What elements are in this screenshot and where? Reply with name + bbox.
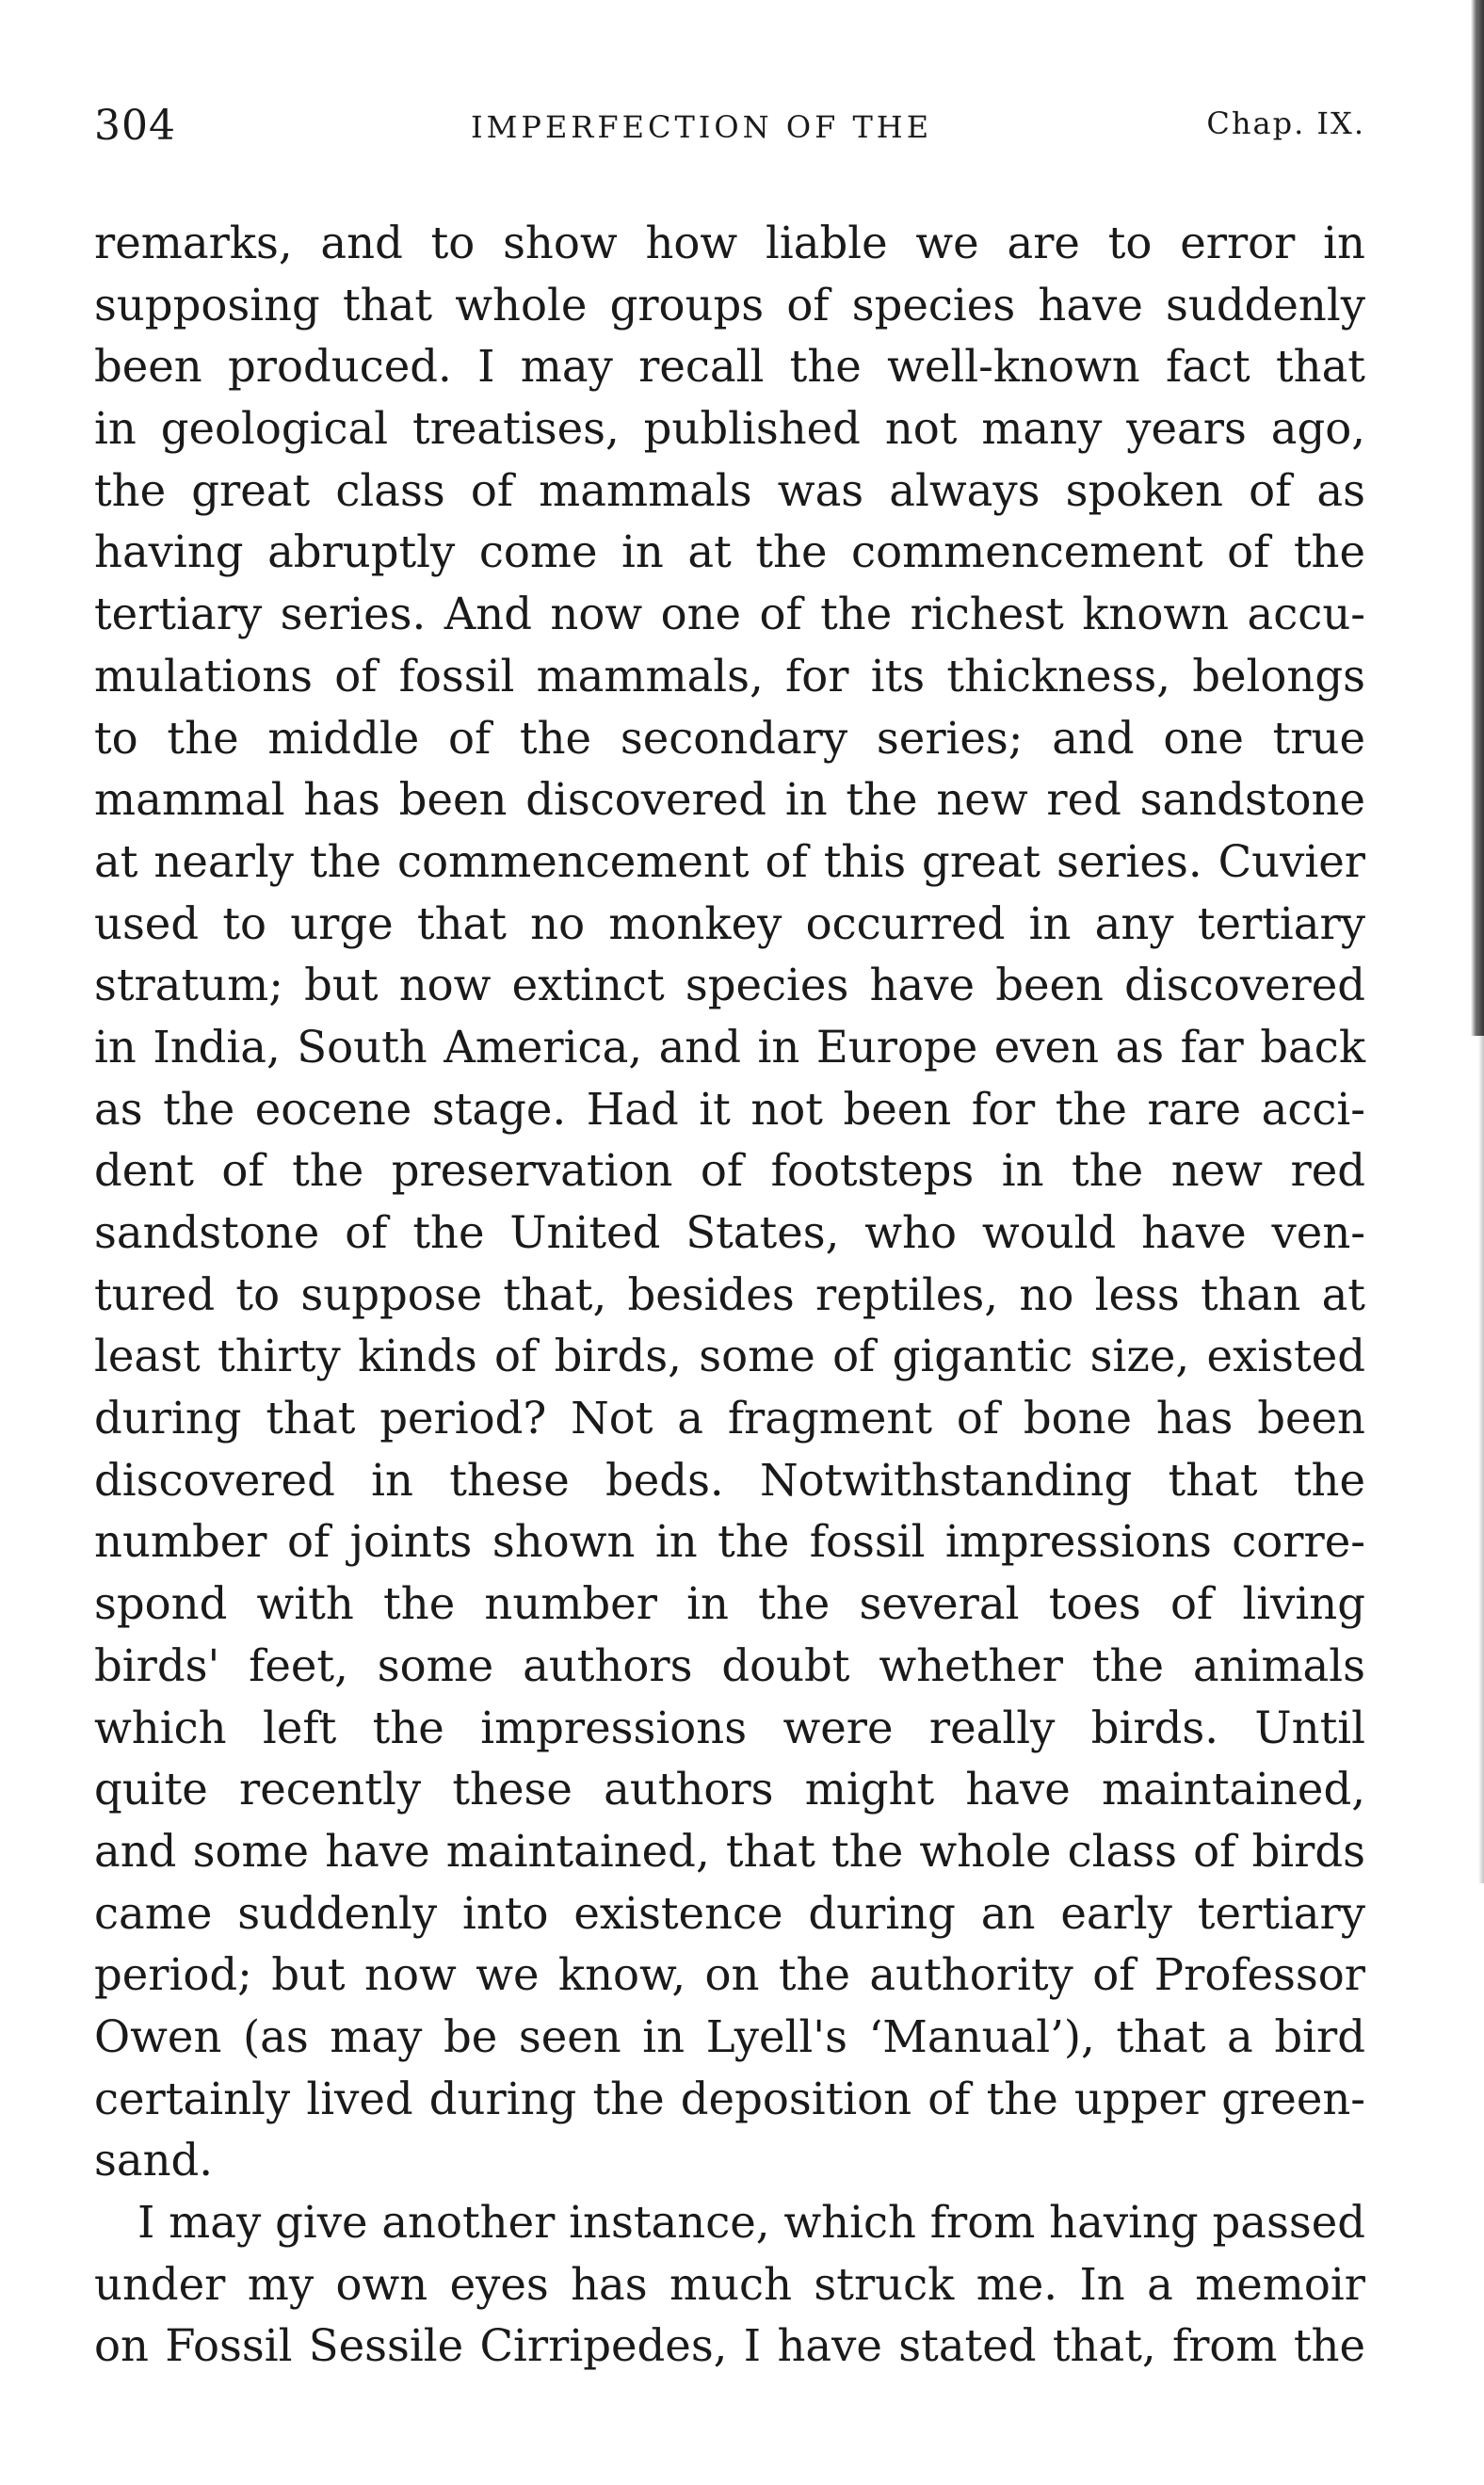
text-line: the great class of mammals was always spoken of as — [94, 464, 1365, 516]
page-header — [94, 102, 1365, 158]
text-line: in India, South America, and in Europe even as far back — [94, 1021, 1365, 1073]
text-line: spond with the number in the several toes of living — [94, 1578, 1365, 1630]
text-line: discovered in these beds. Notwithstanding that the — [94, 1454, 1365, 1506]
scan-edge-shadow — [1471, 0, 1484, 1036]
text-line: remarks, and to show how liable we are to error in — [94, 218, 1365, 268]
text-line: mulations of fossil mammals, for its thickness, belongs — [94, 650, 1365, 702]
text-line: having abruptly come in at the commencement of the — [94, 526, 1365, 578]
text-line: which left the impressions were really birds. Until — [94, 1702, 1365, 1753]
text-line: sand. — [94, 2135, 214, 2186]
text-line: least thirty kinds of birds, some of gigantic size, existed — [94, 1331, 1365, 1382]
text-line: certainly lived during the deposition of the upper green- — [94, 2073, 1365, 2124]
text-line: period; but now we know, on the authority of Professor — [94, 1949, 1365, 2001]
text-line: Owen (as may be seen in Lyell's ‘Manual’), that a bird — [94, 2010, 1365, 2062]
text-line: during that period? Not a fragment of bone has been — [94, 1393, 1365, 1444]
text-line: on Fossil Sessile Cirripedes, I have stated that, from the — [94, 2320, 1365, 2372]
page-number: 304 — [94, 102, 176, 150]
text-line: sandstone of the United States, who would have ven- — [94, 1207, 1365, 1258]
text-line: used to urge that no monkey occurred in any tertiary — [94, 897, 1365, 949]
running-title: IMPERFECTION OF THE — [471, 109, 933, 145]
text-line: supposing that whole groups of species have suddenly — [94, 279, 1365, 331]
text-line: under my own eyes has much struck me. In a memoir — [94, 2258, 1365, 2310]
text-line: birds' feet, some authors doubt whether the animals — [94, 1639, 1365, 1691]
text-line: came suddenly into existence during an early tertiary — [94, 1887, 1365, 1939]
chapter-label: Chap. IX. — [1206, 105, 1365, 141]
text-line: I may give another instance, which from having passed — [137, 2197, 1365, 2248]
text-line: quite recently these authors might have maintained, — [94, 1764, 1365, 1815]
text-line: at nearly the commencement of this great series. Cuvier — [94, 835, 1365, 887]
text-line: dent of the preservation of footsteps in the new red — [94, 1145, 1365, 1197]
text-line: stratum; but now extinct species have been discovered — [94, 960, 1365, 1011]
text-line: to the middle of the secondary series; and one true — [94, 712, 1365, 764]
text-line: as the eocene stage. Had it not been for the rare acci- — [94, 1083, 1365, 1135]
body-text — [94, 213, 1365, 2378]
text-line: in geological treatises, published not many years ago, — [94, 403, 1365, 455]
text-line: tured to suppose that, besides reptiles, no less than at — [94, 1268, 1365, 1320]
text-line: and some have maintained, that the whole class of birds — [94, 1825, 1365, 1877]
text-line: mammal has been discovered in the new red sandstone — [94, 774, 1365, 826]
text-line: been produced. I may recall the well-known fact that — [94, 341, 1365, 393]
text-line: number of joints shown in the fossil impressions corre- — [94, 1516, 1365, 1568]
scan-edge-shadow-lower — [1478, 1036, 1484, 1883]
text-line: tertiary series. And now one of the richest known accu- — [94, 589, 1365, 640]
